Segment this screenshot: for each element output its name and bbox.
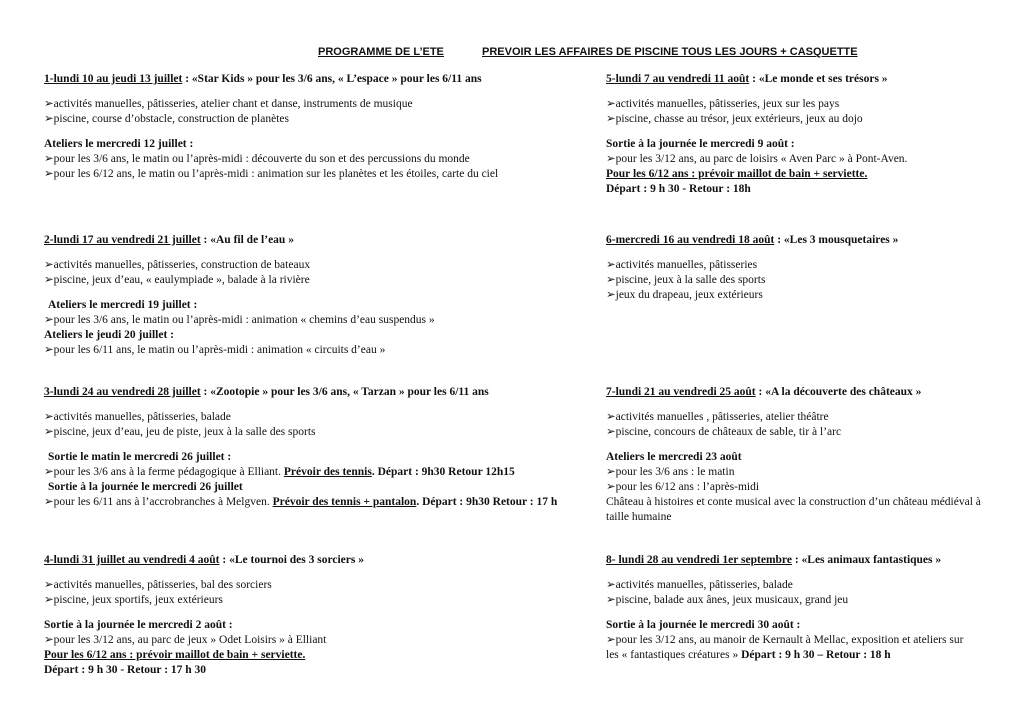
list-item: les « fantastiques créatures » Départ : 9 h 30 – Retour : 18 h: [606, 648, 891, 661]
list-item: ➢pour les 3/12 ans, au parc de loisirs « Aven Parc » à Pont-Aven.: [606, 152, 908, 165]
week-1-section: [44, 72, 499, 182]
list-item: ➢activités manuelles, pâtisseries, atelier chant et danse, instruments de musique: [44, 97, 413, 110]
list-item: ➢pour les 3/12 ans, au manoir de Kernault à Mellac, exposition et ateliers sur: [606, 633, 964, 646]
description: Château à histoires et conte musical avec la construction d’un château médiéval à taille humaine: [606, 495, 981, 523]
list-item: ➢activités manuelles , pâtisseries, atelier théâtre: [606, 410, 829, 423]
subheading: Sortie à la journée le mercredi 30 août :: [606, 618, 801, 631]
week-4-section: [44, 553, 484, 678]
list-item: ➢pour les 3/6 ans à la ferme pédagogique à Elliant. Prévoir des tennis. Départ : 9h30 Retour 12h15: [44, 465, 515, 478]
week-6-title: 6-mercredi 16 au vendredi 18 août : «Les 3 mousquetaires »: [606, 234, 899, 246]
week-8-section: [606, 553, 1024, 663]
notice: Pour les 6/12 ans : prévoir maillot de bain + serviette.: [44, 648, 306, 661]
list-item: ➢piscine, jeux sportifs, jeux extérieurs: [44, 593, 223, 606]
list-item: ➢piscine, jeux d’eau, « eaulympiade », balade à la rivière: [44, 273, 310, 286]
subheading: Sortie le matin le mercredi 26 juillet :: [48, 450, 232, 463]
subheading: Ateliers le mercredi 19 juillet :: [48, 298, 198, 311]
week-5-title: 5-lundi 7 au vendredi 11 août : «Le monde et ses trésors »: [606, 73, 888, 85]
list-item: ➢activités manuelles, pâtisseries, balade: [606, 578, 793, 591]
list-item: ➢pour les 6/11 ans à l’accrobranches à Melgven. Prévoir des tennis + pantalon. Départ : 9h30 Retour : 17 h: [44, 495, 558, 508]
list-item: ➢jeux du drapeau, jeux extérieurs: [606, 288, 763, 301]
week-6-section: [606, 233, 1024, 303]
week-4-title: 4-lundi 31 juillet au vendredi 4 août : «Le tournoi des 3 sorciers »: [44, 554, 364, 566]
week-7-title: 7-lundi 21 au vendredi 25 août : «A la découverte des châteaux »: [606, 386, 922, 398]
list-item: ➢pour les 3/6 ans, le matin ou l’après-midi : animation « chemins d’eau suspendus »: [44, 313, 435, 326]
subheading: Ateliers le mercredi 12 juillet :: [44, 137, 194, 150]
week-2-title: 2-lundi 17 au vendredi 21 juillet : «Au fil de l’eau »: [44, 234, 294, 246]
notice: Pour les 6/12 ans : prévoir maillot de bain + serviette.: [606, 167, 868, 180]
list-item: ➢pour les 3/6 ans : le matin: [606, 465, 735, 478]
week-3-title: 3-lundi 24 au vendredi 28 juillet : «Zootopie » pour les 3/6 ans, « Tarzan » pour les 6/11 ans: [44, 386, 489, 398]
week-7-section: [606, 385, 1024, 525]
list-item: ➢piscine, course d’obstacle, construction de planètes: [44, 112, 289, 125]
week-3-section: [44, 385, 558, 510]
list-item: ➢activités manuelles, pâtisseries, jeux sur les pays: [606, 97, 840, 110]
page-subtitle: PREVOIR LES AFFAIRES DE PISCINE TOUS LES JOURS + CASQUETTE: [482, 46, 858, 58]
list-item: ➢activités manuelles, pâtisseries, balade: [44, 410, 231, 423]
list-item: ➢activités manuelles, pâtisseries: [606, 258, 758, 271]
list-item: ➢piscine, chasse au trésor, jeux extérieurs, jeux au dojo: [606, 112, 863, 125]
list-item: ➢pour les 3/12 ans, au parc de jeux » Odet Loisirs » à Elliant: [44, 633, 327, 646]
week-5-section: [606, 72, 1024, 197]
list-item: ➢piscine, jeux d’eau, jeu de piste, jeux à la salle des sports: [44, 425, 316, 438]
subheading: Sortie à la journée le mercredi 2 août :: [44, 618, 233, 631]
week-2-section: [44, 233, 484, 358]
list-item: ➢activités manuelles, pâtisseries, bal des sorciers: [44, 578, 272, 591]
subheading: Sortie à la journée le mercredi 26 juillet: [48, 480, 243, 493]
schedule: Départ : 9 h 30 - Retour : 17 h 30: [44, 663, 207, 676]
list-item: ➢piscine, jeux à la salle des sports: [606, 273, 766, 286]
subheading: Ateliers le mercredi 23 août: [606, 450, 742, 463]
list-item: ➢activités manuelles, pâtisseries, construction de bateaux: [44, 258, 311, 271]
list-item: ➢pour les 6/12 ans, le matin ou l’après-midi : animation sur les planètes et les étoiles, carte du ciel: [44, 167, 499, 180]
week-8-title: 8- lundi 28 au vendredi 1er septembre : «Les animaux fantastiques »: [606, 554, 942, 566]
page-title: PROGRAMME DE L’ETE: [318, 46, 444, 58]
list-item: ➢pour les 6/12 ans : l’après-midi: [606, 480, 760, 493]
schedule: Départ : 9 h 30 - Retour : 18h: [606, 182, 751, 195]
subheading: Sortie à la journée le mercredi 9 août :: [606, 137, 795, 150]
list-item: ➢pour les 3/6 ans, le matin ou l’après-midi : découverte du son et des percussions du monde: [44, 152, 470, 165]
list-item: ➢piscine, concours de châteaux de sable, tir à l’arc: [606, 425, 842, 438]
list-item: ➢piscine, balade aux ânes, jeux musicaux, grand jeu: [606, 593, 849, 606]
week-1-title: 1-lundi 10 au jeudi 13 juillet : «Star Kids » pour les 3/6 ans, « L’espace » pour les 6/11 ans: [44, 73, 482, 85]
subheading: Ateliers le jeudi 20 juillet :: [44, 328, 174, 341]
list-item: ➢pour les 6/11 ans, le matin ou l’après-midi : animation « circuits d’eau »: [44, 343, 386, 356]
